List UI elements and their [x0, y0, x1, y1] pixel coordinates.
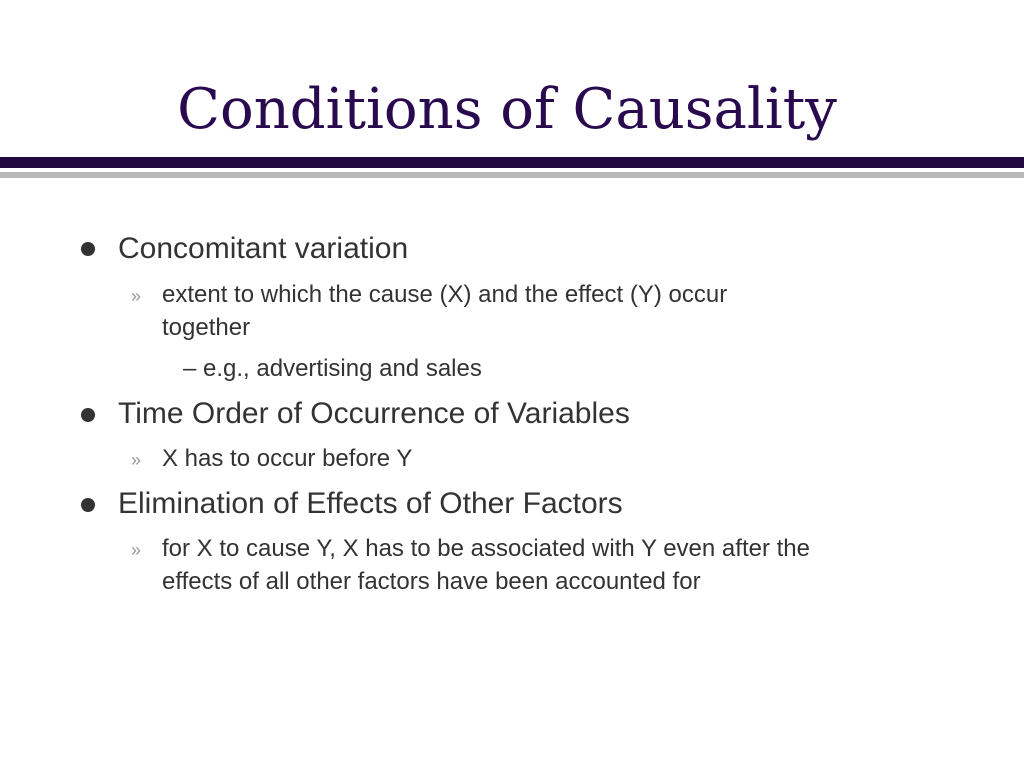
bullet-text: Elimination of Effects of Other Factors: [118, 487, 623, 520]
bullet-dot-icon: [81, 242, 95, 256]
bullet-dot-icon: [81, 408, 95, 422]
sub-bullet-text-line: extent to which the cause (X) and the effect (Y) occur: [162, 281, 728, 308]
double-chevron-icon: »: [131, 540, 142, 560]
bullet-dot-icon: [81, 498, 95, 512]
double-chevron-icon: »: [131, 286, 142, 306]
sub-bullet-text-line: effects of all other factors have been accounted for: [162, 568, 701, 595]
sub-bullet-text-line: X has to occur before Y: [162, 445, 413, 472]
sub-bullet-text-line: together: [162, 314, 251, 341]
slide-title: Conditions of Causality: [177, 77, 837, 142]
double-chevron-icon: »: [131, 450, 142, 470]
bullet-text: Time Order of Occurrence of Variables: [118, 397, 630, 430]
sub-bullet-text-line: for X to cause Y, X has to be associated with Y even after the: [162, 535, 810, 562]
sub-sub-bullet-text: – e.g., advertising and sales: [183, 355, 482, 382]
bullet-text: Concomitant variation: [118, 232, 409, 265]
